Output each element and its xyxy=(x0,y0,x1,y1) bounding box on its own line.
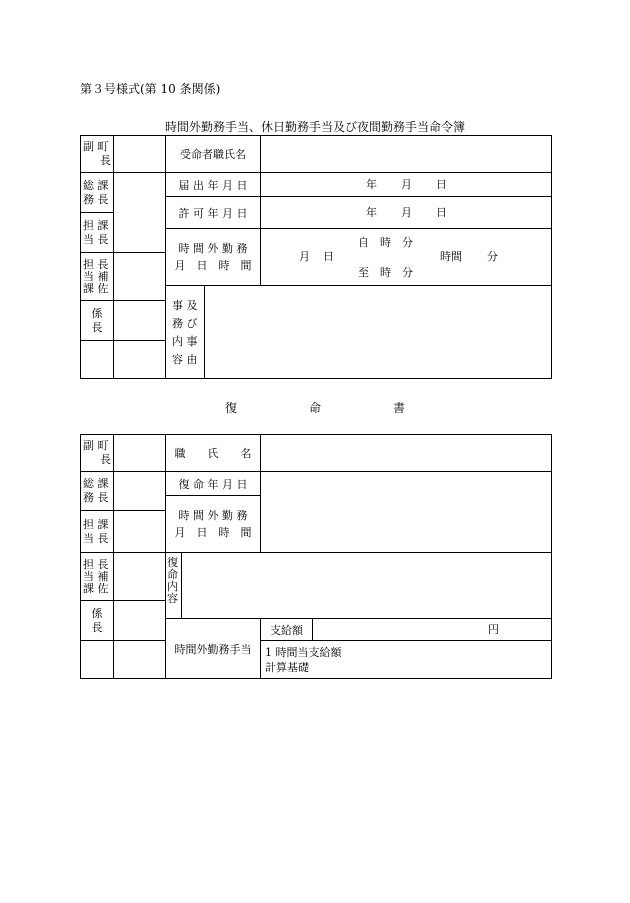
report-name-label: 職 氏 名 xyxy=(174,447,252,460)
report-approver-assistant-chief: 担 長 当 補 課 佐 xyxy=(83,557,109,595)
ledger-approver-assistant-chief: 担 長 当 補 課 佐 xyxy=(83,257,109,295)
report-content-field[interactable] xyxy=(182,553,551,618)
report-hourly-basis-field[interactable]: 1 時間当支給額 計算基礎 xyxy=(265,646,342,674)
ledger-permission-date-label: 許 可 年 月 日 xyxy=(178,206,248,220)
ledger-approver-general-affairs-chief: 総 課 務 長 xyxy=(83,178,109,206)
ledger-title: 時間外勤務手当、休日勤務手当及び夜間勤務手当命令簿 xyxy=(164,120,465,134)
report-allowance-label: 時間外勤務手当 xyxy=(174,642,252,656)
ledger-approver-section-chief: 担 課 当 長 xyxy=(83,218,109,246)
ledger-overtime-label: 時 間 外 勤 務 月 日 時 間 xyxy=(174,242,252,272)
report-approver-vice-mayor: 副 町 長 xyxy=(83,439,111,466)
report-payment-field[interactable] xyxy=(313,619,551,640)
form-number: 第３号様式(第 10 条関係) xyxy=(80,82,221,96)
ledger-approver-unit-chief: 係 長 xyxy=(91,306,103,334)
ledger-notification-date-field[interactable]: 年 月 日 xyxy=(366,178,447,191)
ledger-duty-reason-field[interactable] xyxy=(205,286,551,378)
ledger-recipient-name-label: 受命者職氏名 xyxy=(180,148,246,161)
report-approver-section-chief: 担 課 当 長 xyxy=(83,517,109,545)
report-approver-general-affairs-chief: 総 課 務 長 xyxy=(83,477,109,504)
ledger-recipient-name-field[interactable] xyxy=(261,136,551,172)
ledger-permission-date-field[interactable]: 年 月 日 xyxy=(366,206,447,219)
report-overtime-label: 時 間 外 勤 務 月 日 時 間 xyxy=(174,509,252,539)
ledger-notification-date-label: 届 出 年 月 日 xyxy=(178,178,248,192)
report-date-overtime-field[interactable] xyxy=(261,472,551,552)
report-content-label: 復 命 内 容 xyxy=(167,556,178,605)
report-payment-label: 支給額 xyxy=(270,623,303,637)
report-approver-unit-chief: 係 長 xyxy=(91,606,103,634)
ledger-approver-vice-mayor: 副 町 長 xyxy=(83,140,111,167)
report-title: 復 命 書 xyxy=(224,401,405,415)
report-payment-unit: 円 xyxy=(488,623,499,636)
report-date-label: 復 命 年 月 日 xyxy=(178,477,248,491)
ledger-overtime-field[interactable]: 月 日 自 時 分 至 時 分 時間 分 xyxy=(299,236,498,279)
report-name-field[interactable] xyxy=(261,435,551,471)
ledger-duty-reason-label: 事 及 務 び 内 事 容 由 xyxy=(172,299,198,366)
